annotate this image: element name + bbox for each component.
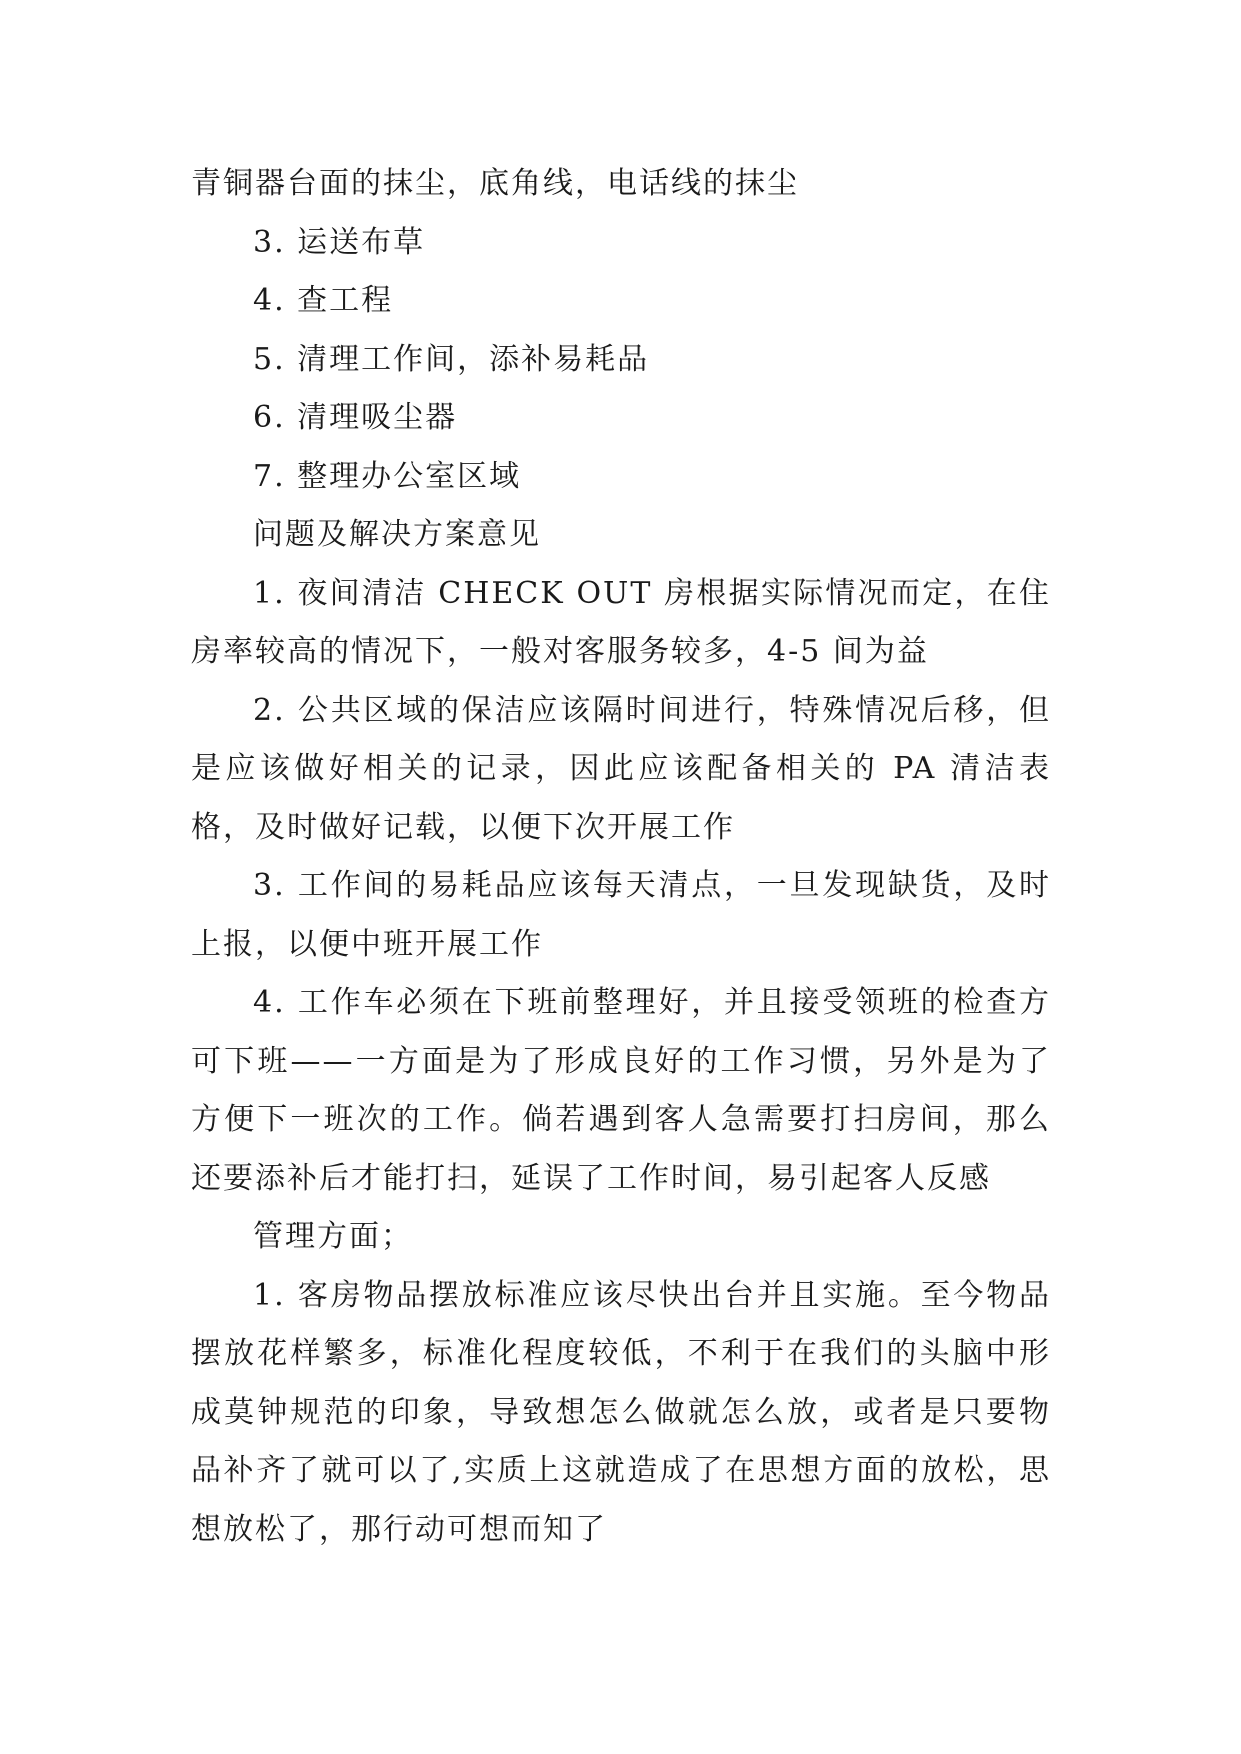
problem-item-night-cleaning: 1. 夜间清洁 CHECK OUT 房根据实际情况而定，在住房率较高的情况下，一般对客服务较多，4-5 间为益	[191, 575, 1051, 669]
document-body	[191, 155, 1051, 1559]
problem-item-public-area: 2. 公共区域的保洁应该隔时间进行，特殊情况后移，但是应该做好相关的记录，因此应该配备相关的 PA 清洁表格，及时做好记载，以便下次开展工作	[191, 692, 1051, 845]
list-item-check-engineering: 4. 查工程	[253, 283, 394, 318]
management-item-standards: 1. 客房物品摆放标准应该尽快出台并且实施。至今物品摆放花样繁多，标准化程度较低，不利于在我们的头脑中形成莫钟规范的印象，导致想怎么做就怎么放，或者是只要物品补齐了就可以了,实质上这就造成了在思想方面的放松，思想放松了，那行动可想而知了	[191, 1277, 1051, 1547]
list-item-clean-vacuum: 6. 清理吸尘器	[253, 400, 458, 435]
list-item-clean-workroom: 5. 清理工作间，添补易耗品	[253, 341, 650, 377]
paragraph-continuation: 青铜器台面的抹尘，底角线，电话线的抹尘	[191, 166, 799, 201]
problem-item-work-cart: 4. 工作车必须在下班前整理好，并且接受领班的检查方可下班——一方面是为了形成良好的工作习惯，另外是为了方便下一班次的工作。倘若遇到客人急需要打扫房间，那么还要添补后才能打扫，延误了工作时间，易引起客人反感	[191, 985, 1051, 1196]
section-heading-problems: 问题及解决方案意见	[253, 517, 541, 552]
list-item-transport-linen: 3. 运送布草	[253, 224, 426, 260]
problem-item-consumables: 3. 工作间的易耗品应该每天清点，一旦发现缺货，及时上报，以便中班开展工作	[191, 868, 1051, 962]
section-heading-management: 管理方面；	[253, 1219, 413, 1254]
list-item-tidy-office: 7. 整理办公室区域	[253, 458, 522, 494]
